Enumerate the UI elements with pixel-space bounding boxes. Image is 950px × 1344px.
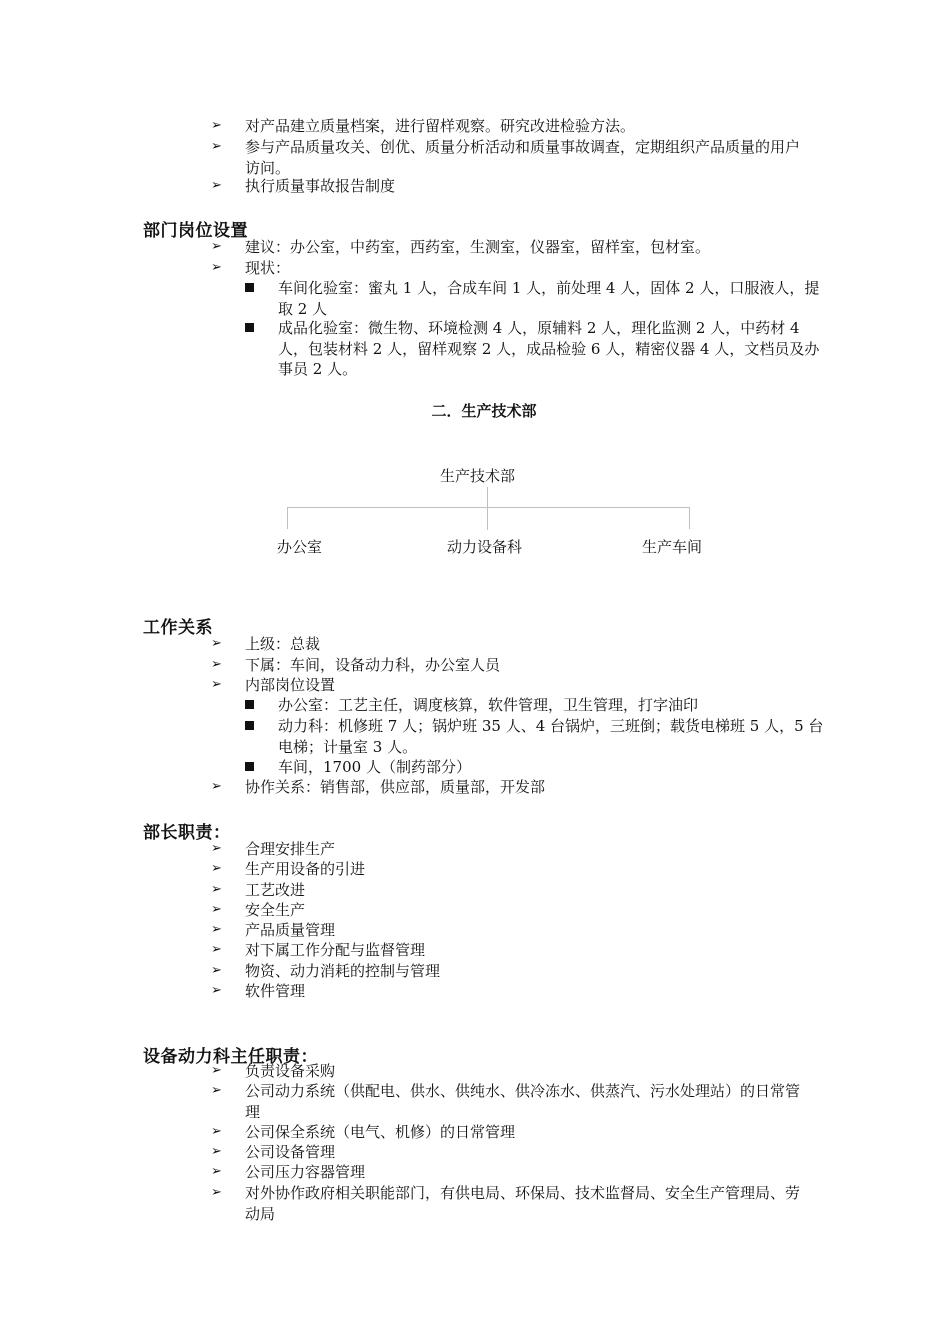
- list-item-text: 协作关系：销售部，供应部，质量部，开发部: [245, 778, 546, 796]
- list-item: [211, 655, 811, 676]
- arrow-bullet-icon: ➢: [211, 139, 222, 154]
- list-item: [211, 920, 811, 941]
- arrow-bullet-icon: ➢: [211, 1083, 222, 1098]
- arrow-bullet-icon: ➢: [211, 983, 222, 998]
- arrow-bullet-icon: ➢: [211, 942, 222, 957]
- org-connector-horizontal: [287, 507, 690, 508]
- list-item-text: 执行质量事故报告制度: [245, 177, 396, 195]
- arrow-bullet-icon: ➢: [211, 902, 222, 917]
- org-connector-left: [287, 507, 288, 529]
- arrow-bullet-icon: ➢: [211, 677, 222, 692]
- list-item: [211, 237, 811, 258]
- list-item-text: 对外协作政府相关职能部门，有供电局、环保局、技术监督局、安全生产管理局、劳动局: [245, 1184, 801, 1223]
- square-bullet-icon: [245, 700, 254, 709]
- section-heading-minister-duties: 部长职责：: [143, 823, 231, 843]
- sub-list-item-text: 车间，1700 人（制药部分）: [278, 758, 471, 776]
- list-item-text: 安全生产: [245, 901, 306, 919]
- list-item-text: 下属：车间，设备动力科，办公室人员: [245, 656, 501, 674]
- list-item: [211, 839, 811, 860]
- sub-list-item: [245, 318, 825, 380]
- list-item-text: 公司保全系统（电气、机修）的日常管理: [245, 1123, 516, 1141]
- list-item: [211, 137, 811, 178]
- list-item: [211, 1162, 811, 1183]
- section-title-production-tech: 二．生产技术部: [431, 402, 537, 420]
- section-heading-dept-posts: 部门岗位设置: [143, 221, 248, 241]
- arrow-bullet-icon: ➢: [211, 1063, 222, 1078]
- list-item: [211, 880, 811, 901]
- list-item: [211, 116, 811, 137]
- arrow-bullet-icon: ➢: [211, 239, 222, 254]
- list-item-text: 对下属工作分配与监督管理: [245, 941, 426, 959]
- list-item: [211, 777, 811, 798]
- arrow-bullet-icon: ➢: [211, 1185, 222, 1200]
- list-item-text: 建议：办公室，中药室，西药室，生测室，仪器室，留样室，包材室。: [245, 238, 711, 256]
- list-item: [211, 675, 811, 696]
- list-item-text: 内部岗位设置: [245, 676, 336, 694]
- arrow-bullet-icon: ➢: [211, 841, 222, 856]
- org-node-workshop: 生产车间: [642, 538, 703, 556]
- arrow-bullet-icon: ➢: [211, 963, 222, 978]
- arrow-bullet-icon: ➢: [211, 657, 222, 672]
- sub-list-item-text: 成品化验室：微生物、环境检测 4 人，原辅料 2 人，理化监测 2 人，中药材 4 人，包装材料 2 人，留样观察 2 人，成品检验 6 人，精密仪器 4 人，文档员及办事员 2 人。: [278, 319, 820, 378]
- list-item-text: 参与产品质量攻关、创优、质量分析活动和质量事故调查，定期组织产品质量的用户访问。: [245, 138, 801, 177]
- list-item: [211, 859, 811, 880]
- list-item: [211, 634, 811, 655]
- list-item-text: 工艺改进: [245, 881, 306, 899]
- square-bullet-icon: [245, 721, 254, 730]
- list-item: [211, 940, 811, 961]
- arrow-bullet-icon: ➢: [211, 861, 222, 876]
- list-item-text: 产品质量管理: [245, 921, 336, 939]
- org-connector-right: [689, 507, 690, 529]
- list-item-text: 公司压力容器管理: [245, 1163, 366, 1181]
- square-bullet-icon: [245, 323, 254, 332]
- list-item-text: 现状：: [245, 259, 291, 277]
- list-item: [211, 176, 811, 197]
- arrow-bullet-icon: ➢: [211, 922, 222, 937]
- arrow-bullet-icon: ➢: [211, 882, 222, 897]
- list-item: [211, 961, 811, 982]
- list-item: [211, 981, 811, 1002]
- section-heading-work-relation: 工作关系: [143, 618, 213, 638]
- arrow-bullet-icon: ➢: [211, 1144, 222, 1159]
- sub-list-item: [245, 716, 825, 757]
- square-bullet-icon: [245, 762, 254, 771]
- org-connector-root: [487, 487, 488, 530]
- arrow-bullet-icon: ➢: [211, 178, 222, 193]
- org-node-office: 办公室: [277, 538, 323, 556]
- list-item: [211, 1142, 811, 1163]
- arrow-bullet-icon: ➢: [211, 1124, 222, 1139]
- list-item: [211, 258, 811, 279]
- list-item-text: 负责设备采购: [245, 1062, 336, 1080]
- sub-list-item: [245, 695, 825, 716]
- list-item-text: 上级：总裁: [245, 635, 321, 653]
- list-item-text: 生产用设备的引进: [245, 860, 366, 878]
- arrow-bullet-icon: ➢: [211, 118, 222, 133]
- sub-list-item-text: 办公室：工艺主任，调度核算，软件管理，卫生管理，打字油印: [278, 696, 699, 714]
- sub-list-item-text: 动力科：机修班 7 人；锅炉班 35 人、4 台锅炉，三班倒；载货电梯班 5 人，5 台电梯；计量室 3 人。: [278, 717, 824, 756]
- arrow-bullet-icon: ➢: [211, 779, 222, 794]
- section-heading-equipment-duties: 设备动力科主任职责：: [143, 1047, 318, 1067]
- list-item-text: 合理安排生产: [245, 840, 336, 858]
- list-item: [211, 1081, 811, 1122]
- arrow-bullet-icon: ➢: [211, 260, 222, 275]
- list-item-text: 物资、动力消耗的控制与管理: [245, 962, 441, 980]
- list-item: [211, 900, 811, 921]
- org-node-power-equipment: 动力设备科: [447, 538, 523, 556]
- list-item: [211, 1183, 811, 1224]
- sub-list-item-text: 车间化验室：蜜丸 1 人，合成车间 1 人，前处理 4 人，固体 2 人，口服液人，提取 2 人: [278, 279, 820, 318]
- square-bullet-icon: [245, 283, 254, 292]
- arrow-bullet-icon: ➢: [211, 1164, 222, 1179]
- arrow-bullet-icon: ➢: [211, 636, 222, 651]
- sub-list-item: [245, 278, 825, 319]
- sub-list-item: [245, 757, 825, 778]
- list-item-text: 公司设备管理: [245, 1143, 336, 1161]
- list-item-text: 公司动力系统（供配电、供水、供纯水、供冷冻水、供蒸汽、污水处理站）的日常管理: [245, 1082, 801, 1121]
- list-item-text: 对产品建立质量档案，进行留样观察。研究改进检验方法。: [245, 117, 636, 135]
- list-item: [211, 1122, 811, 1143]
- list-item: [211, 1061, 811, 1082]
- list-item-text: 软件管理: [245, 982, 306, 1000]
- org-root-node: 生产技术部: [440, 467, 516, 485]
